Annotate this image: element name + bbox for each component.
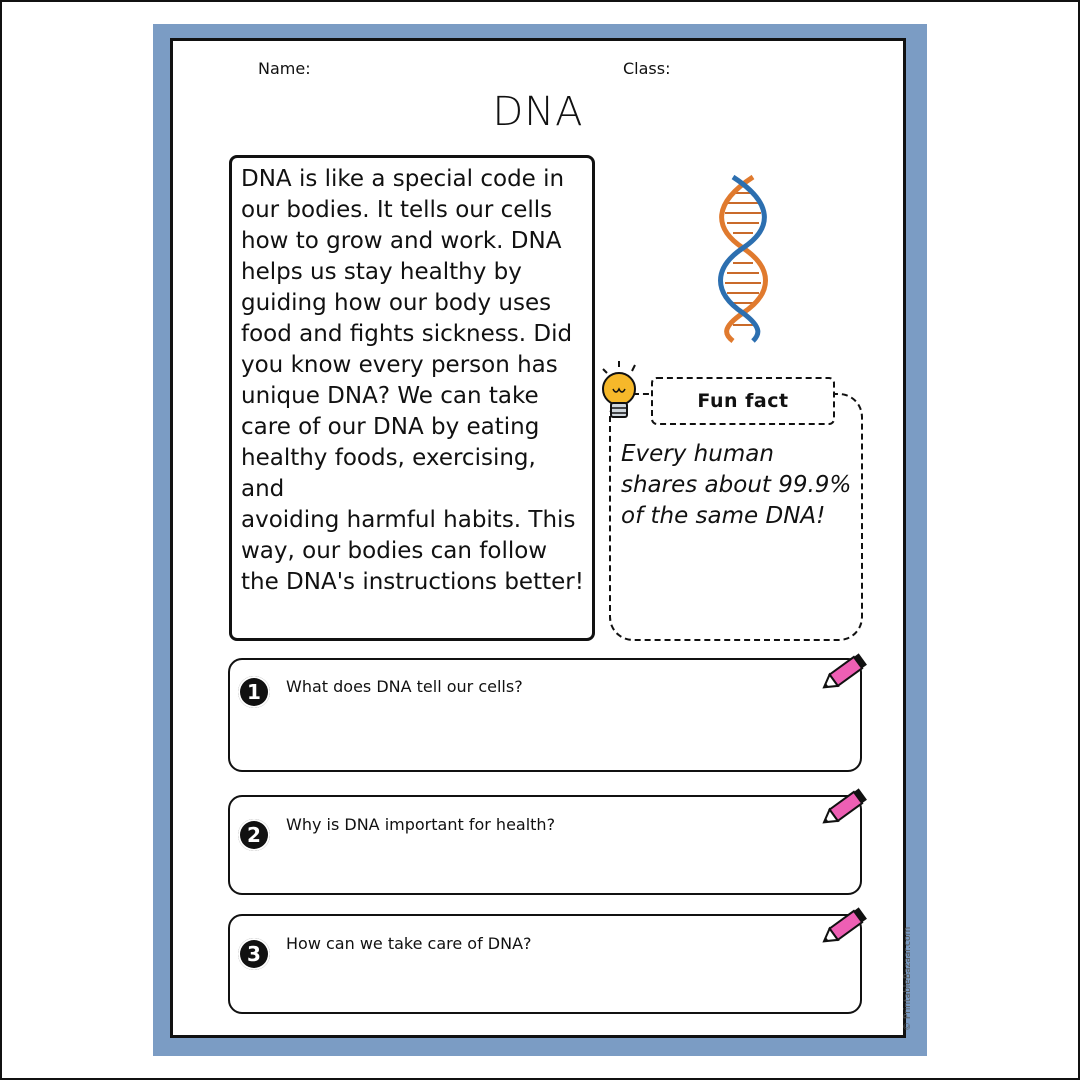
question-answer-box[interactable] — [228, 795, 862, 895]
fun-fact-line: Every human — [621, 441, 774, 467]
lightbulb-icon — [597, 359, 647, 425]
reading-line: care of our DNA by eating — [241, 414, 540, 440]
class-label: Class: — [623, 59, 671, 78]
pencil-icon — [818, 905, 870, 951]
reading-line: DNA is like a special code in — [241, 166, 565, 192]
reading-line: helps us stay healthy by — [241, 259, 522, 285]
reading-line: guiding how our body uses — [241, 290, 552, 316]
fun-fact-text — [621, 439, 861, 532]
reading-line: our bodies. It tells our cells — [241, 197, 553, 223]
pencil-icon — [818, 651, 870, 697]
worksheet — [170, 38, 913, 1038]
question-text: How can we take care of DNA? — [286, 934, 532, 953]
reading-line: avoiding harmful habits. This — [241, 507, 576, 533]
dna-illustration-icon — [703, 173, 783, 343]
reading-line: unique DNA? We can take — [241, 383, 539, 409]
fun-fact-line: shares about 99.9% — [621, 472, 852, 498]
reading-line: healthy foods, exercising, and — [241, 445, 536, 502]
question-number: 2 — [238, 819, 270, 851]
reading-line: you know every person has — [241, 352, 558, 378]
question-number: 3 — [238, 938, 270, 970]
reading-line: food and fights sickness. Did — [241, 321, 573, 347]
pencil-icon — [818, 786, 870, 832]
reading-line: the DNA's instructions better! — [241, 569, 584, 595]
name-label: Name: — [258, 59, 311, 78]
question-answer-box[interactable] — [228, 914, 862, 1014]
fun-fact-heading: Fun fact — [651, 377, 835, 425]
reading-line: way, our bodies can follow — [241, 538, 548, 564]
credit-watermark — [891, 801, 913, 1031]
question-text: Why is DNA important for health? — [286, 815, 556, 834]
question-text: What does DNA tell our cells? — [286, 677, 523, 696]
question-number: 1 — [238, 676, 270, 708]
page-title: DNA — [492, 89, 584, 135]
reading-passage — [229, 155, 595, 641]
fun-fact-line: of the same DNA! — [621, 503, 826, 529]
reading-line: how to grow and work. DNA — [241, 228, 562, 254]
credit-text: © PrintableBazaar.com — [903, 926, 913, 1031]
question-answer-box[interactable] — [228, 658, 862, 772]
